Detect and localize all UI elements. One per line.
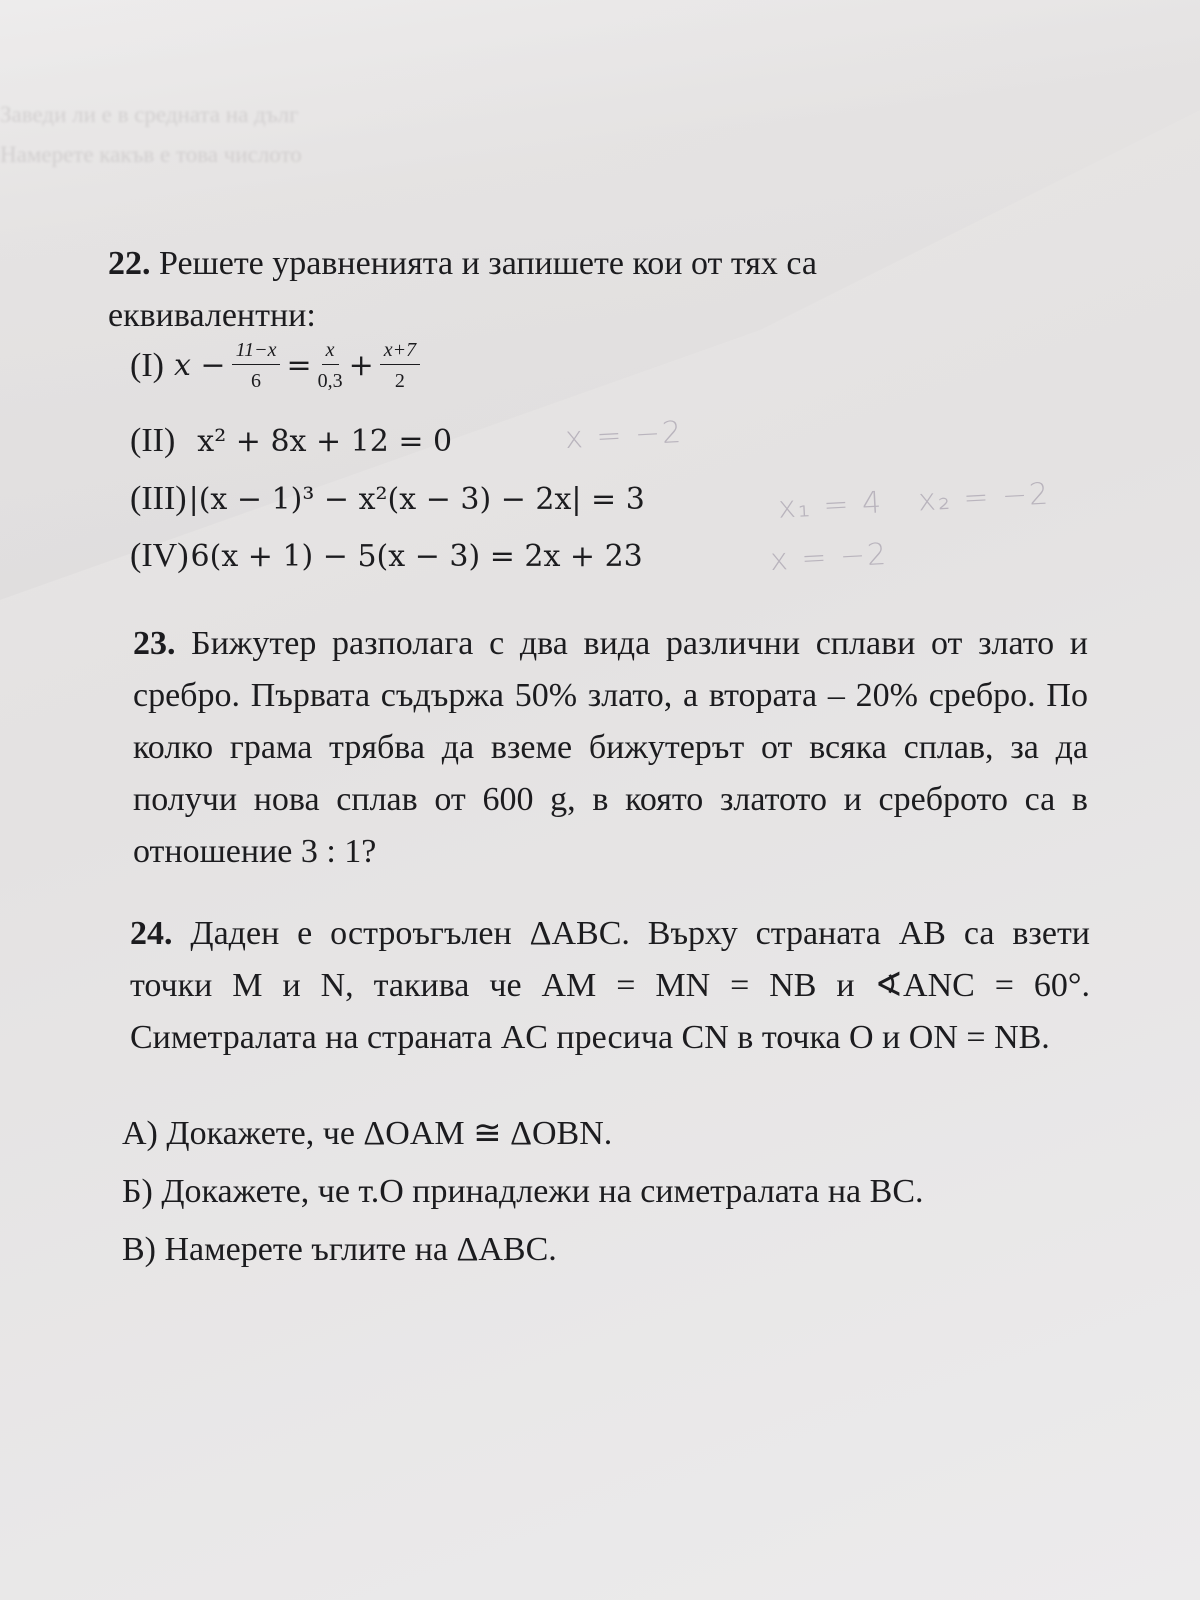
equation-4 [130, 537, 643, 575]
equation-4-math: 6(x + 1) − 5(x − 3) = 2x + 23 [190, 538, 643, 574]
equation-1-lhs: x − [173, 348, 226, 383]
fraction-3-denominator: 2 [394, 370, 405, 392]
fraction-1-denominator: 6 [251, 370, 261, 392]
fraction-1-numerator: 11−x [232, 338, 281, 365]
handwritten-answer-3b: x₂ = −2 [917, 476, 1052, 519]
problem-22-text-2: еквивалентни: [108, 297, 316, 334]
problem-22-text-1: Решете уравненията и запишете кои от тях са [150, 245, 818, 282]
equation-1-equals: = [286, 348, 312, 383]
equation-4-label: (IV) [130, 537, 189, 574]
equation-3 [130, 480, 645, 518]
fraction-2 [318, 338, 343, 393]
equation-3-math: |(x − 1)³ − x²(x − 3) − 2x| = 3 [188, 481, 645, 517]
problem-23 [133, 618, 1088, 878]
problem-22 [108, 238, 988, 342]
problem-22-number: 22. [108, 245, 151, 282]
fraction-2-denominator: 0,3 [317, 370, 343, 392]
fraction-2-numerator: x [322, 338, 339, 365]
equation-3-label: (III) [130, 480, 187, 517]
part-a: А) Докажете, че ΔOAM ≅ ΔOBN. [122, 1115, 613, 1152]
problem-23-number: 23. [133, 625, 176, 662]
fraction-3-numerator: x+7 [380, 338, 420, 365]
handwritten-answer-3a: x₁ = 4 [777, 485, 884, 526]
equation-1-label: (I) [130, 346, 164, 384]
equation-1-plus: + [348, 348, 374, 383]
handwritten-answer-2: x = −2 [564, 414, 685, 457]
bleed-through-text [0, 95, 640, 175]
problem-24 [130, 908, 1090, 1064]
equation-1 [130, 338, 426, 393]
problem-23-text: Бижутер разполага с два вида различни сплави от злато и сребро. Първата съдържа 50% злато, а втората – 20% сребро. По колко грама трябва да вземе бижутерът от всяка сплав, за да получи нова сплав от 600 g, в която златото и среброто са в отношение 3 : 1? [133, 625, 1088, 870]
problem-24-number: 24. [130, 915, 173, 952]
part-b: Б) Докажете, че т.O принадлежи на симетралата на BC. [122, 1173, 924, 1210]
part-c: В) Намерете ъглите на ΔABC. [122, 1231, 557, 1268]
problem-24-text: Даден е остроъгълен ΔABC. Върху страната AB са взети точки M и N, такива че AM = MN = NB и ∢ANC = 60°. Симетралата на страната AC пресича CN в точка O и ON = NB. [130, 915, 1090, 1056]
equation-2 [130, 422, 452, 460]
bleed-line-2: Намерете какъв е това числото [0, 142, 302, 167]
equation-2-label: (II) [130, 422, 176, 459]
bleed-line-1: Заведи ли е в средната на дълг [0, 102, 299, 127]
fraction-1 [232, 338, 281, 393]
problem-22-line-1 [108, 238, 988, 290]
handwritten-answer-4: x = −2 [769, 536, 890, 579]
equation-2-math: x² + 8x + 12 = 0 [197, 423, 453, 459]
fraction-3 [380, 338, 420, 393]
